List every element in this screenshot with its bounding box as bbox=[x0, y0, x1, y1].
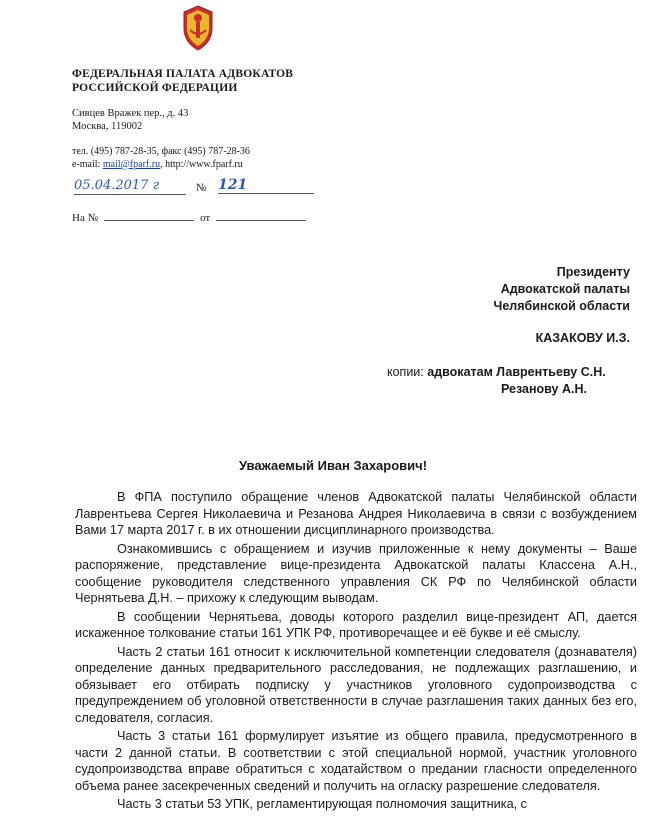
paragraph: В ФПА поступило обращение членов Адвокатской палаты Челябинской области Лаврентьева Сергея Николаевича и Резанова Андрея Николаевича в связи с возбуждением Вами 17 марта 2017 г. в их отношении дисциплинарного производства. bbox=[75, 490, 637, 537]
email-web-line bbox=[72, 159, 250, 172]
recipient-name: КАЗАКОВУ И.З. bbox=[535, 331, 630, 345]
email-label: e-mail: bbox=[72, 158, 103, 170]
paragraph: В сообщении Чернятьева, доводы которого разделил вице-президент АП, дается искаженное толкование статьи 161 УПК РФ, противоречащее и её букве и её смыслу. bbox=[75, 609, 637, 640]
contact-info bbox=[72, 146, 250, 171]
address-street: Сивцев Вражек пер., д. 43 bbox=[72, 108, 189, 119]
paragraph: Часть 3 статьи 53 УПК, регламентирующая полномочия защитника, с bbox=[117, 797, 528, 811]
fpa-emblem-icon bbox=[178, 4, 218, 52]
copies-label: копии: bbox=[387, 365, 424, 379]
organization-name bbox=[72, 67, 293, 95]
web-separator: , bbox=[160, 158, 166, 170]
paragraph: Часть 2 статьи 161 относит к исключительной компетенции следователя (дознавателя) определение данных предварительного расследования, не подлежащих разглашению, и обязывает его отбирать подписку у участников уголовного судопроизводства с предупреждением об уголовной ответственности в случае разглашения таких данных без его, следователя, согласия. bbox=[75, 644, 637, 725]
reference-date-blank bbox=[216, 210, 306, 221]
org-name-line-1: ФЕДЕРАЛЬНАЯ ПАЛАТА АДВОКАТОВ bbox=[72, 68, 294, 80]
salutation: Уважаемый Иван Захарович! bbox=[238, 458, 428, 473]
letter-body bbox=[75, 489, 637, 815]
copies-recipient-1: адвокатам Лаврентьеву С.Н. bbox=[427, 365, 606, 379]
copies-recipient-2: Резанову А.Н. bbox=[501, 382, 587, 396]
address-city: Москва, 119002 bbox=[72, 121, 143, 132]
paragraph: Часть 3 статьи 161 формулирует изъятие из общего правила, предусмотренного в части 2 данной статьи. В соответствии с этой специальной нормой, участник уголовного судопроизводства вправе обратиться с ходатайством о предании гласности определенного объема ранее засекреченных сведений и получить на огласку разрешение следователя. bbox=[75, 729, 637, 793]
phone-fax: тел. (495) 787-28-35, факс (495) 787-28-36 bbox=[72, 146, 250, 157]
letter-number: 121 bbox=[218, 177, 314, 194]
recipient-region: Челябинской области bbox=[493, 299, 630, 313]
recipient-title: Президенту bbox=[556, 265, 630, 279]
reference-label: На № bbox=[72, 212, 99, 224]
registration-line bbox=[72, 178, 330, 198]
recipient-block bbox=[494, 264, 630, 315]
copies-block bbox=[387, 364, 606, 398]
letter-date: 05.04.2017 г bbox=[74, 178, 186, 195]
postal-address bbox=[72, 107, 188, 133]
reference-line bbox=[72, 210, 312, 224]
reference-number-blank bbox=[104, 210, 194, 221]
website-link[interactable]: http://www.fparf.ru bbox=[165, 158, 243, 170]
org-name-line-2: РОССИЙСКОЙ ФЕДЕРАЦИИ bbox=[72, 82, 238, 94]
reference-from-label: от bbox=[200, 212, 211, 224]
email-link[interactable]: mail@fparf.ru bbox=[102, 158, 161, 170]
paragraph: Ознакомившись с обращением и изучив приложенные к нему документы – Ваше распоряжение, представление вице-президента Адвокатской палаты Классена А.Н., сообщение руководителя следственного управления СК РФ по Челябинской области Чернятьева Д.Н. – прихожу к следующим выводам. bbox=[75, 541, 637, 605]
recipient-org: Адвокатской палаты bbox=[500, 282, 630, 296]
number-label: № bbox=[196, 182, 207, 194]
